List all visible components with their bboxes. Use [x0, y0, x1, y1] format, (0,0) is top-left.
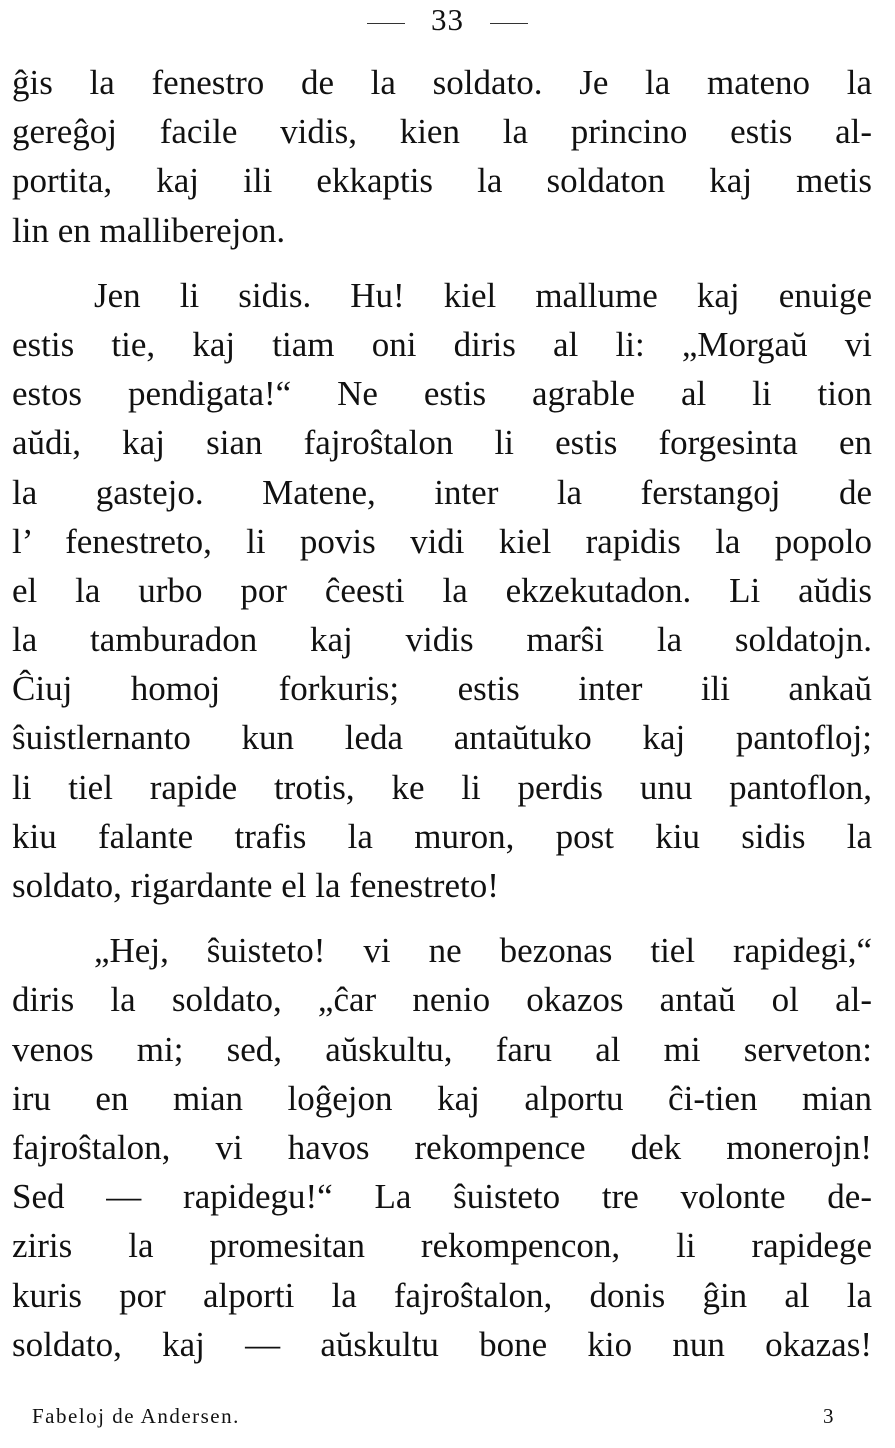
page-footer — [32, 1398, 835, 1434]
text-line: li tiel rapide trotis, ke li perdis unu pantoflon, — [12, 767, 872, 807]
text-line: soldato, rigardante el la fenestreto! — [12, 866, 499, 905]
text-line: l’ fenestreto, li povis vidi kiel rapidis la popolo — [12, 521, 872, 561]
book-title: Fabeloj de Andersen. — [32, 1403, 240, 1428]
text-line: ŝuistlernanto kun leda antaŭtuko kaj pantofloj; — [12, 718, 872, 758]
text-line: Sed — rapidegu!“ La ŝuisteto tre volonte de- — [12, 1177, 872, 1217]
page-number: 33 — [431, 2, 464, 37]
text-line: el la urbo por ĉeesti la ekzekutadon. Li aŭdis — [12, 570, 872, 610]
page-header — [0, 2, 895, 38]
paragraph-gap — [12, 255, 872, 271]
text-line: ziris la promesitan rekompencon, li rapidege — [12, 1226, 872, 1266]
text-line: portita, kaj ili ekkaptis la soldaton kaj metis — [12, 161, 872, 201]
text-line: soldato, kaj — aŭskultu bone kio nun okazas! — [12, 1324, 872, 1364]
signature-mark: 3 — [823, 1403, 835, 1428]
text-line: aŭdi, kaj sian fajroŝtalon li estis forgesinta en — [12, 423, 872, 463]
text-line: gereĝoj facile vidis, kien la princino estis al- — [12, 112, 872, 152]
text-line: „Hej, ŝuisteto! vi ne bezonas tiel rapidegi,“ — [94, 931, 872, 971]
text-line: diris la soldato, „ĉar nenio okazos antaŭ ol al- — [12, 980, 872, 1020]
text-line: la tamburadon kaj vidis marŝi la soldatojn. — [12, 620, 872, 660]
text-line: kiu falante trafis la muron, post kiu sidis la — [12, 816, 872, 856]
text-line: iru en mian loĝejon kaj alportu ĉi-tien mian — [12, 1078, 872, 1118]
text-line: fajroŝtalon, vi havos rekompence dek monerojn! — [12, 1127, 872, 1167]
text-line: estos pendigata!“ Ne estis agrable al li tion — [12, 374, 872, 414]
body-text — [12, 58, 872, 1369]
text-line: Jen li sidis. Hu! kiel mallume kaj enuige — [94, 275, 872, 315]
text-line: ĝis la fenestro de la soldato. Je la mateno la — [12, 63, 872, 102]
paragraph-gap — [12, 910, 872, 926]
header-rule-right — [490, 23, 528, 24]
text-line: lin en malliberejon. — [12, 210, 286, 250]
text-line: la gastejo. Matene, inter la ferstangoj de — [12, 472, 872, 512]
text-line: kuris por alporti la fajroŝtalon, donis ĝin al la — [12, 1275, 872, 1315]
text-line: Ĉiuj homoj forkuris; estis inter ili ankaŭ — [12, 669, 872, 709]
text-line: estis tie, kaj tiam oni diris al li: „Morgaŭ vi — [12, 324, 872, 364]
header-rule-left — [367, 23, 405, 24]
text-line: venos mi; sed, aŭskultu, faru al mi serveton: — [12, 1029, 872, 1069]
